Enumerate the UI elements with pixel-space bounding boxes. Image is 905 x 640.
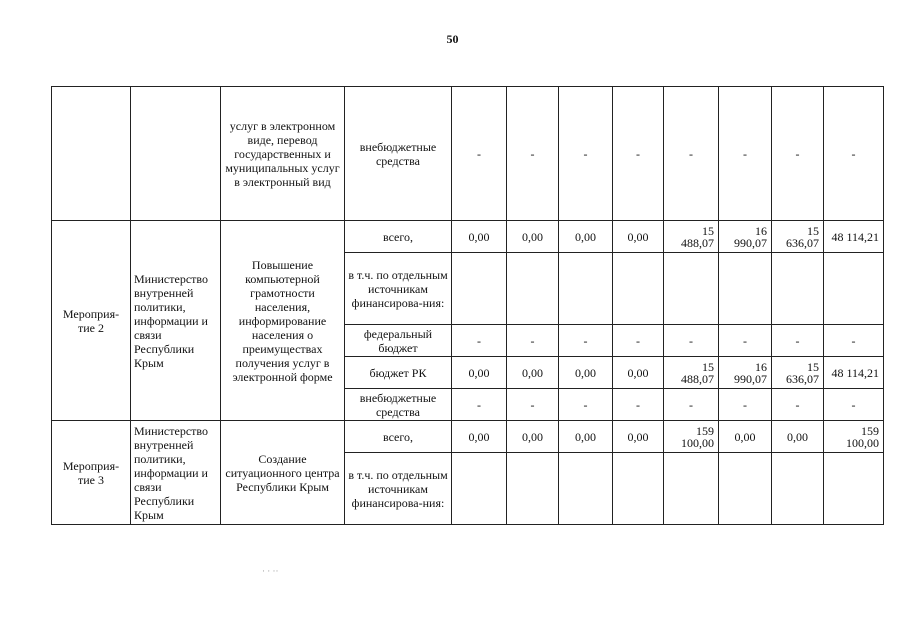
dash-cell: - [664, 325, 719, 357]
empty-cell [772, 253, 824, 325]
measure-description: Создание ситуационного центра Республики Крым [221, 421, 345, 525]
amount-cell: 0,00 [613, 421, 664, 453]
dash-cell: - [613, 389, 664, 421]
dash-cell: - [719, 325, 772, 357]
funding-source-label: внебюджетные средства [345, 87, 452, 221]
amount-cell: 0,00 [507, 357, 559, 389]
amount-cell: 16 990,07 [719, 357, 772, 389]
amount-cell: 15 488,07 [664, 357, 719, 389]
empty-cell [772, 453, 824, 525]
dash-cell: - [613, 87, 664, 221]
amount-cell: 159 100,00 [664, 421, 719, 453]
amount-cell: 0,00 [507, 421, 559, 453]
amount-cell: 0,00 [559, 357, 613, 389]
measure-name: Мероприя-тие 2 [52, 221, 131, 421]
funding-source-label: бюджет РК [345, 357, 452, 389]
empty-cell [664, 253, 719, 325]
funding-source-label: федеральный бюджет [345, 325, 452, 357]
dash-cell: - [664, 389, 719, 421]
empty-cell [452, 453, 507, 525]
dash-cell: - [664, 87, 719, 221]
dash-cell: - [719, 87, 772, 221]
amount-cell: 16 990,07 [719, 221, 772, 253]
amount-cell: 0,00 [559, 221, 613, 253]
amount-cell: 0,00 [452, 357, 507, 389]
dash-cell: - [613, 325, 664, 357]
dash-cell: - [507, 389, 559, 421]
measure-description: Повышение компьютерной грамотности населения, информирование населения о преимуществах получения услуг в электронной форме [221, 221, 345, 421]
dash-cell: - [772, 325, 824, 357]
empty-cell [824, 453, 884, 525]
financing-table [51, 86, 884, 525]
dash-cell: - [507, 325, 559, 357]
page-number: 50 [446, 32, 459, 46]
empty-cell [719, 453, 772, 525]
amount-cell: 0,00 [452, 421, 507, 453]
responsible-ministry: Министерство внутренней политики, информации и связи Республики Крым [131, 421, 221, 525]
empty-cell [719, 253, 772, 325]
amount-cell: 0,00 [772, 421, 824, 453]
empty-cell [613, 453, 664, 525]
responsible-cell [131, 87, 221, 221]
table-row [52, 421, 884, 453]
amount-cell: 0,00 [559, 421, 613, 453]
funding-source-label: в т.ч. по отдельным источникам финансирова-ния: [345, 453, 452, 525]
dash-cell: - [719, 389, 772, 421]
amount-cell: 15 636,07 [772, 221, 824, 253]
responsible-ministry: Министерство внутренней политики, информации и связи Республики Крым [131, 221, 221, 421]
empty-cell [507, 253, 559, 325]
dash-cell: - [452, 325, 507, 357]
dash-cell: - [772, 87, 824, 221]
empty-cell [824, 253, 884, 325]
amount-cell: 15 636,07 [772, 357, 824, 389]
amount-cell: 0,00 [613, 221, 664, 253]
dash-cell: - [772, 389, 824, 421]
dash-cell: - [824, 87, 884, 221]
empty-cell [613, 253, 664, 325]
empty-cell [507, 453, 559, 525]
measure-name-cell [52, 87, 131, 221]
measure-description: услуг в электронном виде, перевод государственных и муниципальных услуг в электронный вид [221, 87, 345, 221]
scan-marks: · · ·· [262, 566, 279, 576]
amount-cell: 159 100,00 [824, 421, 884, 453]
dash-cell: - [452, 389, 507, 421]
dash-cell: - [824, 389, 884, 421]
funding-source-label: в т.ч. по отдельным источникам финансирова-ния: [345, 253, 452, 325]
dash-cell: - [559, 87, 613, 221]
empty-cell [559, 253, 613, 325]
dash-cell: - [507, 87, 559, 221]
empty-cell [452, 253, 507, 325]
amount-cell: 0,00 [507, 221, 559, 253]
measure-name: Мероприя-тие 3 [52, 421, 131, 525]
funding-source-label: внебюджетные средства [345, 389, 452, 421]
amount-cell: 48 114,21 [824, 221, 884, 253]
empty-cell [559, 453, 613, 525]
amount-cell: 15 488,07 [664, 221, 719, 253]
dash-cell: - [452, 87, 507, 221]
amount-cell: 0,00 [452, 221, 507, 253]
table-row [52, 221, 884, 253]
amount-cell: 0,00 [613, 357, 664, 389]
amount-cell: 0,00 [719, 421, 772, 453]
dash-cell: - [824, 325, 884, 357]
empty-cell [664, 453, 719, 525]
amount-cell: 48 114,21 [824, 357, 884, 389]
funding-source-label: всего, [345, 421, 452, 453]
dash-cell: - [559, 325, 613, 357]
funding-source-label: всего, [345, 221, 452, 253]
table-row [52, 87, 884, 221]
dash-cell: - [559, 389, 613, 421]
